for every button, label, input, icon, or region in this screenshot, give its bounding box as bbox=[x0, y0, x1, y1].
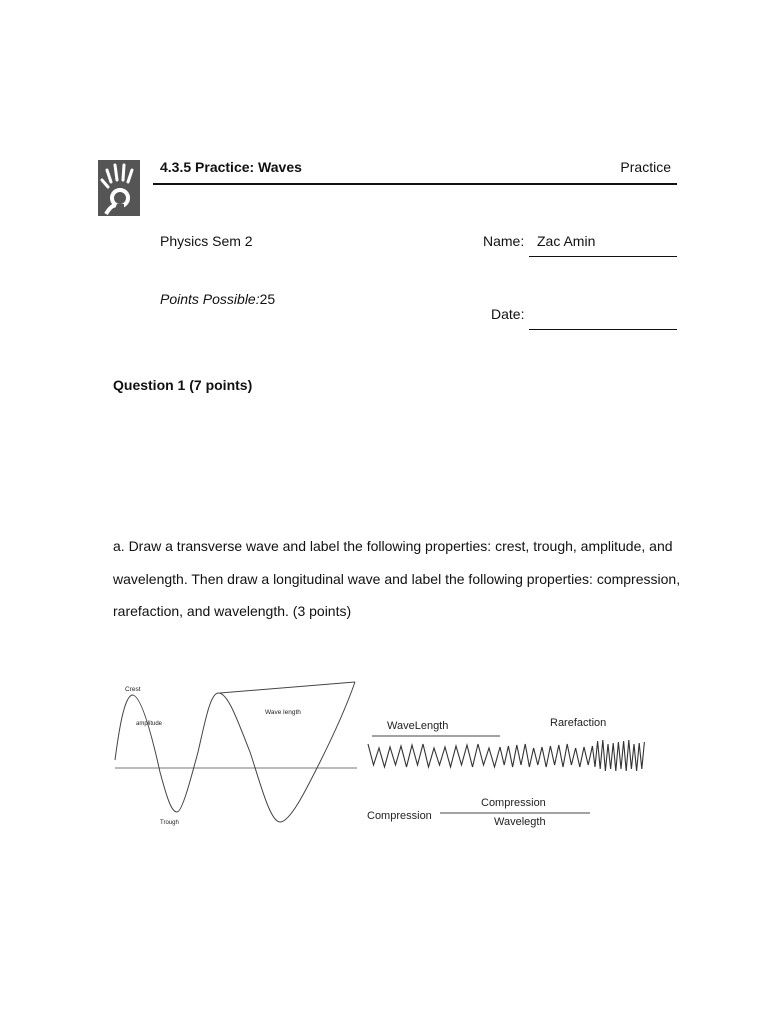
date-field[interactable] bbox=[529, 329, 677, 330]
name-underline bbox=[529, 256, 677, 257]
course-name: Physics Sem 2 bbox=[160, 233, 253, 249]
wave-diagram bbox=[110, 672, 650, 832]
points-value: 25 bbox=[259, 291, 276, 307]
transverse-wave bbox=[115, 682, 355, 822]
lightbulb-hand-logo-icon bbox=[98, 160, 140, 216]
name-label: Name: bbox=[483, 233, 525, 249]
compression-label-center: Compression bbox=[481, 797, 546, 809]
wavelength-line bbox=[220, 682, 355, 693]
rarefaction-label: Rarefaction bbox=[550, 717, 607, 729]
compression-label-left: Compression bbox=[367, 810, 432, 822]
wavelength-label: Wave length bbox=[265, 709, 301, 716]
longitudinal-wavelength-label: WaveLength bbox=[387, 720, 449, 732]
trough-label: Trough bbox=[160, 820, 179, 826]
crest-label: Crest bbox=[125, 686, 141, 693]
document-title: 4.3.5 Practice: Waves bbox=[160, 159, 302, 175]
date-label: Date: bbox=[491, 306, 525, 322]
amplitude-label: amplitude bbox=[136, 721, 163, 727]
question-heading: Question 1 (7 points) bbox=[113, 377, 253, 393]
points-possible bbox=[160, 291, 275, 307]
question-part-a: a. Draw a transverse wave and label the following properties: crest, trough, amplitude, and wavelength. Then draw a longitudinal wave and label the following properties: compression, rarefaction, and wavelength. (3 points) bbox=[113, 538, 681, 619]
points-label: Points Possible: bbox=[160, 291, 260, 307]
wavelength-label-bottom: Wavelegth bbox=[494, 816, 546, 828]
header-divider bbox=[153, 183, 677, 185]
document-type-label: Practice bbox=[620, 159, 671, 175]
longitudinal-wave bbox=[368, 740, 644, 771]
name-field[interactable]: Zac Amin bbox=[537, 233, 596, 249]
